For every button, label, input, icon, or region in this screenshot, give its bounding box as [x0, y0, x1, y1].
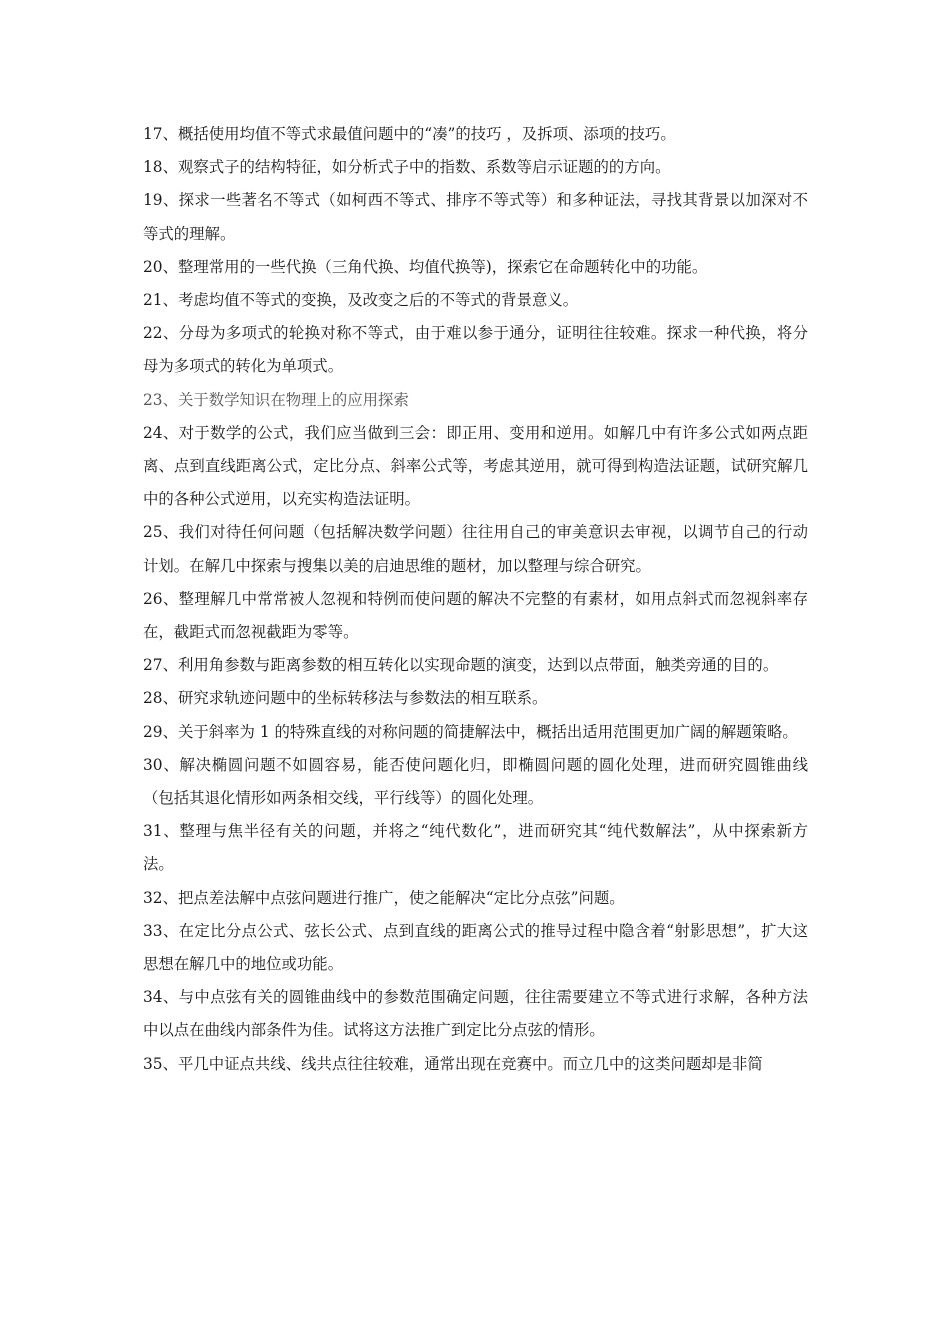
- list-item: 22、分母为多项式的轮换对称不等式，由于难以参于通分，证明往往较难。探求一种代换，将分母为多项式的转化为单项式。: [143, 324, 808, 376]
- list-item: 21、考虑均值不等式的变换，及改变之后的不等式的背景意义。: [143, 291, 579, 310]
- list-item: 17、概括使用均值不等式求最值问题中的“凑”的技巧 ，及拆项、添项的技巧。: [143, 125, 676, 143]
- list-item: 19、探求一些著名不等式（如柯西不等式、排序不等式等）和多种证法，寻找其背景以加深对不等式的理解。: [143, 191, 808, 243]
- list-item: 23、关于数学知识在物理上的应用探索: [143, 390, 409, 409]
- list-item: 35、平几中证点共线、线共点往往较难，通常出现在竞赛中。而立几中的这类问题却是非简: [143, 1054, 763, 1073]
- list-item: 26、整理解几中常常被人忽视和特例而使问题的解决不完整的有素材，如用点斜式而忽视斜率存在，截距式而忽视截距为零等。: [143, 589, 808, 642]
- list-item: 29、关于斜率为 1 的特殊直线的对称问题的简捷解法中，概括出适用范围更加广阔的解题策略。: [143, 722, 798, 741]
- list-item: 25、我们对待任何问题（包括解决数学问题）往往用自己的审美意识去审视，以调节自己的行动计划。在解几中探索与搜集以美的启迪思维的题材，加以整理与综合研究。: [143, 523, 808, 575]
- list-item: 34、与中点弦有关的圆锥曲线中的参数范围确定问题，往往需要建立不等式进行求解，各种方法中以点在曲线内部条件为佳。试将这方法推广到定比分点弦的情形。: [143, 988, 808, 1040]
- list-item: 20、整理常用的一些代换（三角代换、均值代换等)，探索它在命题转化中的功能。: [143, 257, 708, 276]
- list-item: 32、把点差法解中点弦问题进行推广，使之能解决“定比分点弦”问题。: [143, 888, 625, 907]
- list-item: 18、观察式子的结构特征，如分析式子中的指数、系数等启示证题的的方向。: [143, 158, 671, 177]
- list-item: 24、对于数学的公式，我们应当做到三会：即正用、变用和逆用。如解几中有许多公式如两点距离、点到直线距离公式，定比分点、斜率公式等，考虑其逆用，就可得到构造法证题，试研究解几中的各种公式逆用，以充实构造法证明。: [143, 423, 808, 509]
- document-body: [143, 118, 808, 1081]
- list-item: 33、在定比分点公式、弦长公式、点到直线的距离公式的推导过程中隐含着“射影思想”，扩大这思想在解几中的地位或功能。: [143, 921, 808, 974]
- list-item: 28、研究求轨迹问题中的坐标转移法与参数法的相互联系。: [143, 689, 548, 708]
- list-item: 27、利用角参数与距离参数的相互转化以实现命题的演变，达到以点带面，触类旁通的目的。: [143, 656, 779, 675]
- list-item: 30、解决椭圆问题不如圆容易，能否使问题化归，即椭圆问题的圆化处理，进而研究圆锥曲线（包括其退化情形如两条相交线，平行线等）的圆化处理。: [143, 755, 808, 808]
- list-item: 31、整理与焦半径有关的问题，并将之“纯代数化”，进而研究其“纯代数解法”，从中探索新方法。: [143, 822, 808, 874]
